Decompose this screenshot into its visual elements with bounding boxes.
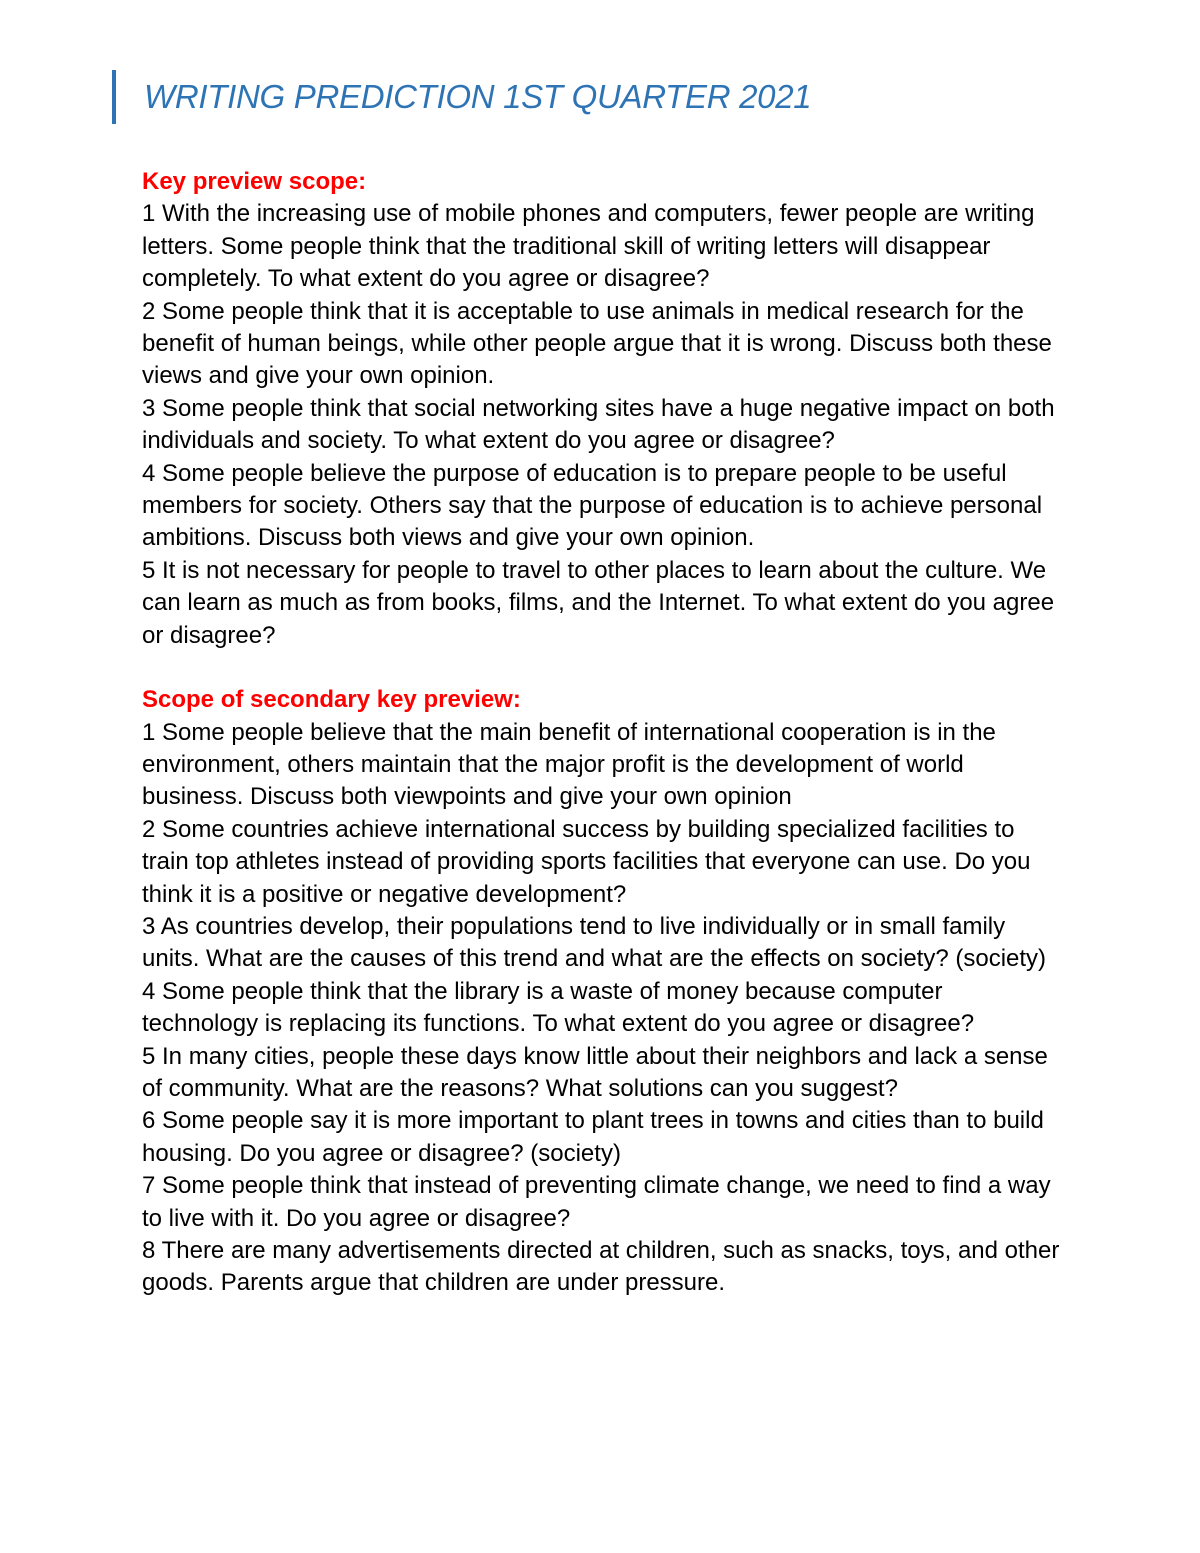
secondary-preview-item-7: 7 Some people think that instead of preventing climate change, we need to find a way to live with it. Do you agree or disagree? [142,1172,1051,1232]
secondary-preview-item-3: 3 As countries develop, their populations tend to live individually or in small family units. What are the causes of this trend and what are the effects on society? (society) [142,912,1047,973]
title-accent-bar [112,70,116,124]
key-preview-item-5: 5 It is not necessary for people to travel to other places to learn about the culture. We can learn as much as from books, films, and the Internet. To what extent do you agree or disagree? [142,556,1055,649]
title-block [112,70,811,124]
section-heading-secondary-preview: Scope of secondary key preview: [142,686,521,714]
section-heading-key-preview: Key preview scope: [142,168,367,195]
secondary-preview-item-4: 4 Some people think that the library is a waste of money because computer technology is replacing its functions. To what extent do you agree or disagree? [142,977,975,1038]
secondary-preview-item-8: 8 There are many advertisements directed at children, such as snacks, toys, and other goods. Parents argue that children are under pressure. [142,1237,1060,1297]
document-title: WRITING PREDICTION 1ST QUARTER 2021 [144,78,812,115]
secondary-preview-item-6: 6 Some people say it is more important to plant trees in towns and cities than to build housing. Do you agree or disagree? (society) [142,1107,1044,1167]
secondary-preview-item-2: 2 Some countries achieve international success by building specialized facilities to train top athletes instead of providing sports facilities that everyone can use. Do you think it is a positive or negative development? [142,815,1031,908]
key-preview-item-3: 3 Some people think that social networking sites have a huge negative impact on both individuals and society. To what extent do you agree or disagree? [142,394,1055,455]
secondary-preview-item-1: 1 Some people believe that the main benefit of international cooperation is in the environment, others maintain that the major profit is the development of world business. Discuss both viewpoints and give your own opinion [142,718,996,811]
key-preview-item-1: 1 With the increasing use of mobile phones and computers, fewer people are writing letters. Some people think that the traditional skill of writing letters will disappear completely. To what extent do you agree or disagree? [142,200,1035,293]
section-spacer [142,652,1062,684]
key-preview-item-2: 2 Some people think that it is acceptable to use animals in medical research for the benefit of human beings, while other people argue that it is wrong. Discuss both these views and give your own opinion. [142,297,1052,390]
key-preview-item-4: 4 Some people believe the purpose of education is to prepare people to be useful members for society. Others say that the purpose of education is to achieve personal ambitions. Discuss both views and give your own opinion. [142,459,1043,552]
secondary-preview-item-5: 5 In many cities, people these days know little about their neighbors and lack a sense of community. What are the reasons? What solutions can you suggest? [142,1042,1048,1102]
document-body [142,166,1062,1300]
